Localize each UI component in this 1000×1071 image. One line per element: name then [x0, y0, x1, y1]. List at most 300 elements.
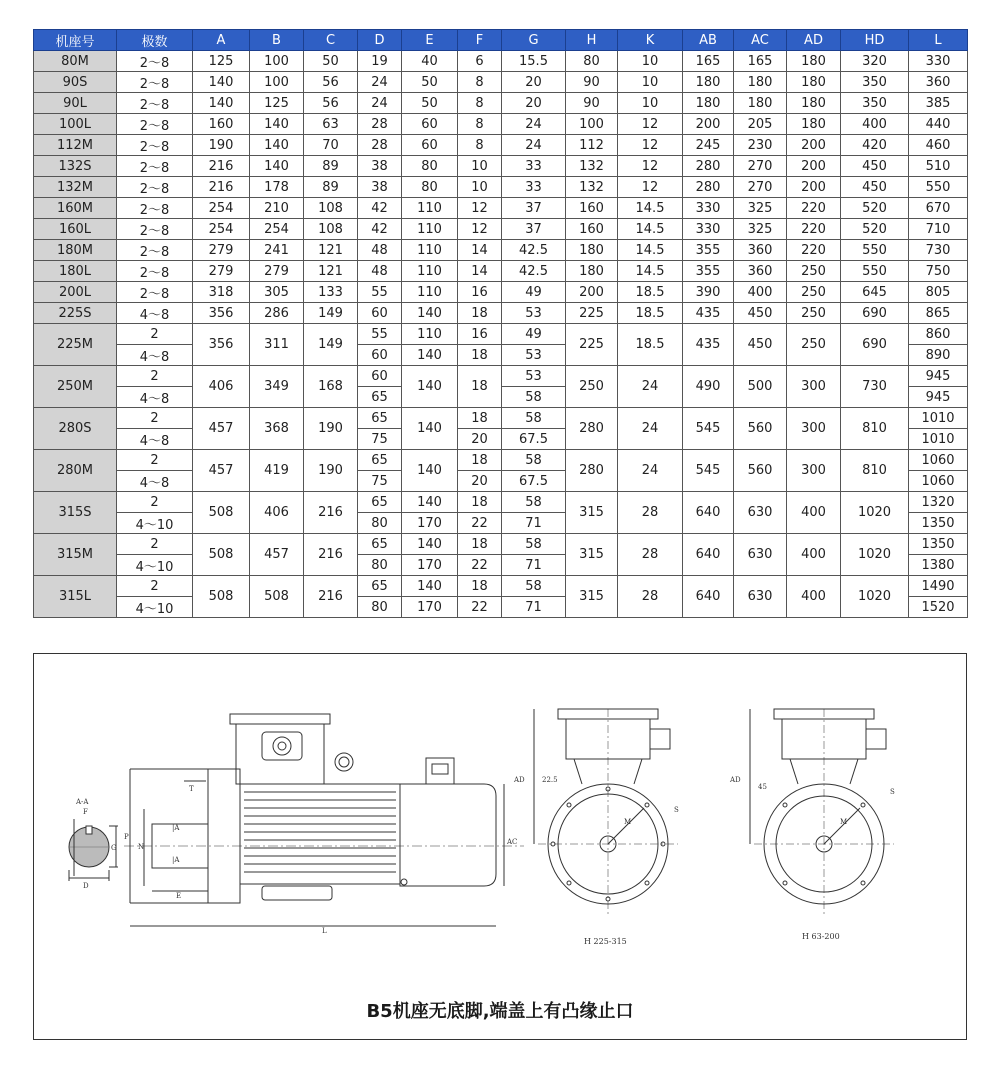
cell-F: 18 [458, 450, 502, 471]
cell-G: 67.5 [502, 471, 566, 492]
label-E: E [176, 892, 182, 900]
cell-HD: 450 [841, 177, 909, 198]
cell-L: 805 [909, 282, 968, 303]
cell-L: 1490 [909, 576, 968, 597]
fan-cover [400, 784, 496, 886]
poles-cell: 4～8 [117, 345, 193, 366]
cell-D: 42 [358, 198, 402, 219]
cell-K: 24 [618, 408, 683, 450]
cell-AB: 435 [683, 324, 734, 366]
cell-F: 22 [458, 555, 502, 576]
poles-cell: 2～8 [117, 93, 193, 114]
cell-K: 10 [618, 93, 683, 114]
cell-B: 419 [250, 450, 304, 492]
cell-A: 406 [193, 366, 250, 408]
cell-G: 71 [502, 513, 566, 534]
cell-H: 315 [566, 576, 618, 618]
frame-cell: 280S [34, 408, 117, 450]
cell-HD: 810 [841, 408, 909, 450]
cell-HD: 320 [841, 51, 909, 72]
cell-G: 24 [502, 135, 566, 156]
table-row [34, 219, 968, 240]
cell-B: 508 [250, 576, 304, 618]
header-H: H [566, 30, 618, 51]
view-label-small: H 63-200 [802, 932, 840, 941]
cell-A: 356 [193, 324, 250, 366]
cell-AB: 355 [683, 261, 734, 282]
cell-AC: 180 [734, 72, 787, 93]
cell-F: 22 [458, 513, 502, 534]
cell-AD: 220 [787, 240, 841, 261]
cell-D: 55 [358, 282, 402, 303]
cell-D: 19 [358, 51, 402, 72]
label-AC: AC [507, 838, 518, 846]
cell-AC: 630 [734, 492, 787, 534]
cell-E: 80 [402, 156, 458, 177]
auxiliary-box [426, 758, 454, 784]
cell-HD: 550 [841, 240, 909, 261]
cell-G: 20 [502, 72, 566, 93]
cell-G: 67.5 [502, 429, 566, 450]
header-AD: AD [787, 30, 841, 51]
motor-body [240, 784, 400, 884]
cell-F: 18 [458, 534, 502, 555]
label-A-upper: |A [172, 824, 180, 832]
cell-L: 330 [909, 51, 968, 72]
cell-A: 125 [193, 51, 250, 72]
table-row [34, 93, 968, 114]
cell-C: 50 [304, 51, 358, 72]
poles-cell: 2 [117, 366, 193, 387]
cell-A: 254 [193, 198, 250, 219]
header-HD: HD [841, 30, 909, 51]
front-view-small-frame [729, 709, 895, 941]
cell-K: 14.5 [618, 261, 683, 282]
cell-AB: 435 [683, 303, 734, 324]
cell-H: 315 [566, 492, 618, 534]
cell-E: 140 [402, 345, 458, 366]
cell-HD: 690 [841, 303, 909, 324]
cell-C: 149 [304, 303, 358, 324]
cell-K: 12 [618, 156, 683, 177]
cell-HD: 520 [841, 198, 909, 219]
header-C: C [304, 30, 358, 51]
cell-AC: 450 [734, 303, 787, 324]
poles-cell: 2 [117, 408, 193, 429]
cell-C: 89 [304, 156, 358, 177]
cell-E: 170 [402, 513, 458, 534]
table-row [34, 576, 968, 597]
poles-cell: 2～8 [117, 72, 193, 93]
cell-L: 1010 [909, 408, 968, 429]
label-angle-small: 45 [758, 783, 767, 791]
label-AD-small: AD [730, 776, 741, 784]
cell-AD: 400 [787, 534, 841, 576]
cell-K: 18.5 [618, 282, 683, 303]
cell-AC: 560 [734, 450, 787, 492]
cell-D: 48 [358, 240, 402, 261]
cell-AC: 180 [734, 93, 787, 114]
cell-A: 216 [193, 177, 250, 198]
table-row [34, 282, 968, 303]
header-AB: AB [683, 30, 734, 51]
cell-G: 49 [502, 324, 566, 345]
table-row [34, 240, 968, 261]
table-row [34, 135, 968, 156]
poles-cell: 2～8 [117, 240, 193, 261]
label-S-small: S [890, 788, 895, 796]
cell-AB: 200 [683, 114, 734, 135]
cell-D: 65 [358, 492, 402, 513]
cell-L: 890 [909, 345, 968, 366]
cell-L: 1520 [909, 597, 968, 618]
cell-K: 12 [618, 114, 683, 135]
cell-B: 100 [250, 72, 304, 93]
poles-cell: 2～8 [117, 156, 193, 177]
cell-D: 60 [358, 366, 402, 387]
label-P: P [124, 833, 129, 841]
cell-K: 10 [618, 72, 683, 93]
cell-E: 110 [402, 198, 458, 219]
cell-C: 168 [304, 366, 358, 408]
cell-K: 10 [618, 51, 683, 72]
frame-cell: 180M [34, 240, 117, 261]
header-A: A [193, 30, 250, 51]
cell-AB: 180 [683, 93, 734, 114]
cell-D: 24 [358, 93, 402, 114]
cell-HD: 520 [841, 219, 909, 240]
cell-B: 140 [250, 114, 304, 135]
cell-H: 280 [566, 408, 618, 450]
cell-D: 80 [358, 513, 402, 534]
cell-B: 178 [250, 177, 304, 198]
cell-E: 80 [402, 177, 458, 198]
cell-AC: 360 [734, 261, 787, 282]
header-AC: AC [734, 30, 787, 51]
label-D: D [83, 882, 89, 890]
cell-H: 160 [566, 219, 618, 240]
table-row [34, 450, 968, 471]
table-row [34, 408, 968, 429]
frame-cell: 80M [34, 51, 117, 72]
cell-E: 110 [402, 324, 458, 345]
cell-D: 48 [358, 261, 402, 282]
cell-D: 60 [358, 345, 402, 366]
frame-cell: 112M [34, 135, 117, 156]
cell-K: 28 [618, 492, 683, 534]
cell-AC: 205 [734, 114, 787, 135]
cell-B: 457 [250, 534, 304, 576]
cell-D: 65 [358, 408, 402, 429]
dimension-drawing-panel [33, 653, 967, 1040]
label-S-large: S [674, 806, 679, 814]
cell-B: 305 [250, 282, 304, 303]
cell-L: 510 [909, 156, 968, 177]
cell-AD: 180 [787, 93, 841, 114]
cell-A: 318 [193, 282, 250, 303]
label-M-small: M [840, 818, 848, 826]
cell-G: 24 [502, 114, 566, 135]
cell-D: 28 [358, 114, 402, 135]
cell-A: 279 [193, 240, 250, 261]
cell-H: 315 [566, 534, 618, 576]
poles-cell: 4～8 [117, 387, 193, 408]
cell-E: 140 [402, 492, 458, 513]
cell-D: 65 [358, 534, 402, 555]
cell-L: 860 [909, 324, 968, 345]
cell-HD: 350 [841, 93, 909, 114]
cell-D: 80 [358, 597, 402, 618]
cell-C: 108 [304, 198, 358, 219]
cell-H: 280 [566, 450, 618, 492]
cell-AB: 640 [683, 492, 734, 534]
cell-K: 12 [618, 135, 683, 156]
cell-HD: 420 [841, 135, 909, 156]
lifting-eye [335, 753, 353, 771]
cell-G: 37 [502, 219, 566, 240]
cell-L: 385 [909, 93, 968, 114]
cell-AC: 630 [734, 534, 787, 576]
table-row [34, 156, 968, 177]
cell-G: 58 [502, 387, 566, 408]
table-row [34, 534, 968, 555]
label-N: N [138, 843, 145, 851]
cell-D: 60 [358, 303, 402, 324]
cell-HD: 690 [841, 324, 909, 366]
cell-B: 254 [250, 219, 304, 240]
cell-AB: 640 [683, 576, 734, 618]
cell-B: 125 [250, 93, 304, 114]
cell-F: 8 [458, 72, 502, 93]
poles-cell: 2 [117, 492, 193, 513]
cell-AB: 355 [683, 240, 734, 261]
cell-L: 945 [909, 387, 968, 408]
cell-L: 440 [909, 114, 968, 135]
cell-H: 80 [566, 51, 618, 72]
cell-L: 460 [909, 135, 968, 156]
poles-cell: 2～8 [117, 114, 193, 135]
cell-HD: 350 [841, 72, 909, 93]
poles-cell: 2 [117, 534, 193, 555]
cell-F: 10 [458, 177, 502, 198]
cell-H: 100 [566, 114, 618, 135]
cell-K: 24 [618, 450, 683, 492]
frame-cell: 315M [34, 534, 117, 576]
table-row [34, 366, 968, 387]
cell-A: 190 [193, 135, 250, 156]
cell-AB: 545 [683, 450, 734, 492]
cell-AD: 250 [787, 261, 841, 282]
cell-HD: 1020 [841, 492, 909, 534]
cell-C: 121 [304, 240, 358, 261]
cell-E: 60 [402, 135, 458, 156]
cell-HD: 810 [841, 450, 909, 492]
cell-G: 53 [502, 345, 566, 366]
cell-K: 14.5 [618, 240, 683, 261]
header-E: E [402, 30, 458, 51]
cell-F: 16 [458, 282, 502, 303]
label-AD-large: AD [514, 776, 525, 784]
cell-B: 210 [250, 198, 304, 219]
cell-F: 6 [458, 51, 502, 72]
cell-A: 160 [193, 114, 250, 135]
label-angle-large: 22.5 [542, 776, 558, 784]
cell-AD: 200 [787, 156, 841, 177]
cell-AB: 330 [683, 219, 734, 240]
cell-A: 508 [193, 492, 250, 534]
cell-D: 42 [358, 219, 402, 240]
cell-H: 180 [566, 261, 618, 282]
frame-cell: 315L [34, 576, 117, 618]
cell-AC: 325 [734, 219, 787, 240]
cell-C: 56 [304, 72, 358, 93]
cell-F: 18 [458, 303, 502, 324]
cell-G: 53 [502, 366, 566, 387]
cell-AB: 280 [683, 177, 734, 198]
cell-L: 360 [909, 72, 968, 93]
cell-H: 132 [566, 156, 618, 177]
cell-H: 180 [566, 240, 618, 261]
cell-A: 216 [193, 156, 250, 177]
frame-cell: 250M [34, 366, 117, 408]
table-header-row [34, 30, 968, 51]
cell-G: 58 [502, 576, 566, 597]
cell-A: 279 [193, 261, 250, 282]
cell-AC: 500 [734, 366, 787, 408]
cell-F: 14 [458, 240, 502, 261]
frame-cell: 100L [34, 114, 117, 135]
cell-K: 18.5 [618, 324, 683, 366]
cell-E: 140 [402, 366, 458, 408]
cell-AD: 250 [787, 324, 841, 366]
cell-E: 140 [402, 534, 458, 555]
cell-G: 42.5 [502, 240, 566, 261]
cell-L: 1320 [909, 492, 968, 513]
cell-AD: 300 [787, 408, 841, 450]
cell-K: 28 [618, 576, 683, 618]
cell-AD: 220 [787, 219, 841, 240]
label-M-large: M [624, 818, 632, 826]
cell-A: 254 [193, 219, 250, 240]
cell-E: 140 [402, 450, 458, 492]
cell-C: 216 [304, 492, 358, 534]
cell-D: 65 [358, 387, 402, 408]
frame-cell: 225M [34, 324, 117, 366]
cell-AD: 400 [787, 492, 841, 534]
poles-cell: 4～8 [117, 303, 193, 324]
cell-D: 38 [358, 177, 402, 198]
cell-L: 730 [909, 240, 968, 261]
cell-K: 14.5 [618, 219, 683, 240]
cell-G: 33 [502, 156, 566, 177]
frame-cell: 132S [34, 156, 117, 177]
cell-B: 286 [250, 303, 304, 324]
cell-E: 140 [402, 408, 458, 450]
cell-L: 865 [909, 303, 968, 324]
cell-H: 90 [566, 93, 618, 114]
cell-E: 50 [402, 93, 458, 114]
cell-D: 75 [358, 429, 402, 450]
cell-AC: 230 [734, 135, 787, 156]
cell-B: 100 [250, 51, 304, 72]
cell-E: 170 [402, 597, 458, 618]
poles-cell: 2～8 [117, 51, 193, 72]
table-row [34, 198, 968, 219]
frame-cell: 180L [34, 261, 117, 282]
cell-AC: 270 [734, 156, 787, 177]
drawing-caption: B5机座无底脚,端盖上有凸缘止口 [366, 1001, 634, 1022]
poles-cell: 4～8 [117, 471, 193, 492]
cell-G: 53 [502, 303, 566, 324]
cell-L: 1350 [909, 534, 968, 555]
cell-L: 550 [909, 177, 968, 198]
cell-H: 250 [566, 366, 618, 408]
cell-G: 20 [502, 93, 566, 114]
cell-AD: 250 [787, 303, 841, 324]
cell-B: 349 [250, 366, 304, 408]
cell-B: 406 [250, 492, 304, 534]
poles-cell: 4～10 [117, 513, 193, 534]
cell-H: 132 [566, 177, 618, 198]
cell-HD: 1020 [841, 576, 909, 618]
cell-C: 190 [304, 408, 358, 450]
dimension-table [33, 29, 968, 618]
cell-AC: 270 [734, 177, 787, 198]
header-L: L [909, 30, 968, 51]
cell-L: 1060 [909, 450, 968, 471]
cell-A: 140 [193, 93, 250, 114]
frame-cell: 280M [34, 450, 117, 492]
cell-H: 200 [566, 282, 618, 303]
cell-L: 710 [909, 219, 968, 240]
cell-L: 1010 [909, 429, 968, 450]
cell-F: 12 [458, 198, 502, 219]
shaft-section-view [69, 798, 118, 890]
cell-K: 28 [618, 534, 683, 576]
cell-AD: 180 [787, 51, 841, 72]
cell-HD: 400 [841, 114, 909, 135]
table-row [34, 72, 968, 93]
cell-F: 8 [458, 114, 502, 135]
cell-K: 14.5 [618, 198, 683, 219]
cell-F: 18 [458, 345, 502, 366]
cell-H: 90 [566, 72, 618, 93]
cell-AB: 180 [683, 72, 734, 93]
cell-G: 58 [502, 492, 566, 513]
poles-cell: 4～8 [117, 429, 193, 450]
cell-F: 14 [458, 261, 502, 282]
cell-AC: 325 [734, 198, 787, 219]
table-row [34, 261, 968, 282]
cell-AD: 250 [787, 282, 841, 303]
cell-AC: 360 [734, 240, 787, 261]
cell-F: 22 [458, 597, 502, 618]
cell-HD: 645 [841, 282, 909, 303]
cell-B: 368 [250, 408, 304, 450]
cell-L: 945 [909, 366, 968, 387]
cell-HD: 1020 [841, 534, 909, 576]
cell-E: 50 [402, 72, 458, 93]
frame-cell: 90S [34, 72, 117, 93]
motor-side-view [124, 714, 524, 935]
cell-E: 60 [402, 114, 458, 135]
cell-C: 70 [304, 135, 358, 156]
cell-H: 112 [566, 135, 618, 156]
cell-G: 49 [502, 282, 566, 303]
cell-AD: 200 [787, 177, 841, 198]
cell-D: 38 [358, 156, 402, 177]
label-A-lower: |A [172, 856, 180, 864]
